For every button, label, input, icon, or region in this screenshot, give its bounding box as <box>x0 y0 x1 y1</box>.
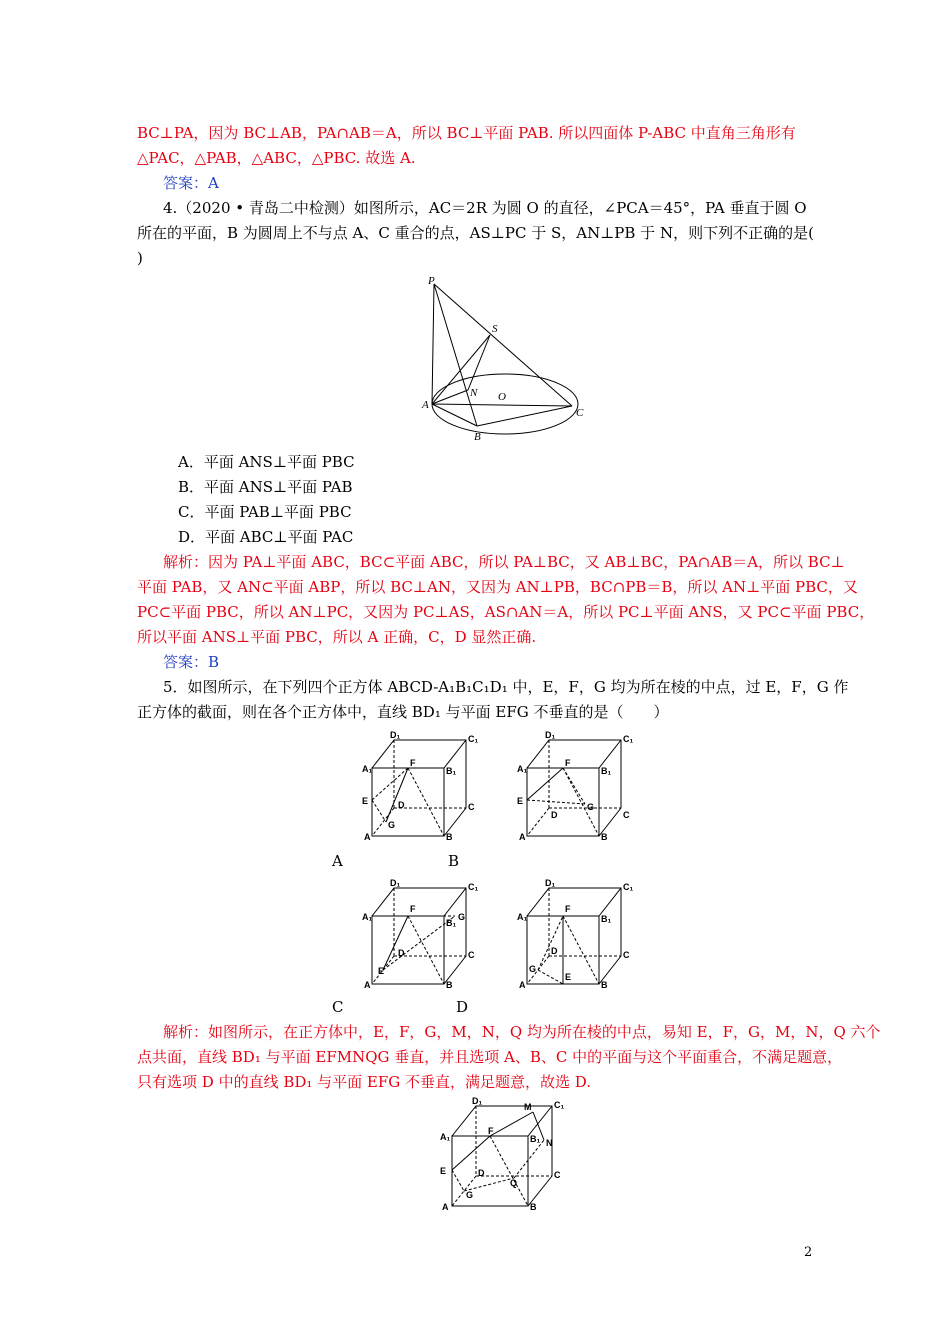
cube-d-label-g: G <box>529 964 537 974</box>
solution-cube-label-b: B <box>530 1202 537 1212</box>
cube-c-label-d: D <box>398 948 405 958</box>
q4-solution-line-2: 平面 PAB，又 AN⊂平面 ABP，所以 BC⊥AN，又因为 AN⊥PB，BC∩PB＝B，所以 AN⊥平面 PBC，又 <box>137 578 858 596</box>
cube-c-label-c1: C₁ <box>468 882 479 892</box>
q4-option-a: A．平面 ANS⊥平面 PBC <box>178 453 355 471</box>
q4-label-s: S <box>492 323 498 335</box>
cube-c-label-b: B <box>446 980 453 990</box>
cube-d-label-d: D <box>551 946 558 956</box>
q4-label-p: P <box>428 275 435 287</box>
solution-cube-label-d1: D₁ <box>472 1096 483 1106</box>
cube-c-label-f: F <box>410 904 416 914</box>
q5-solution-line-1: 解析：如图所示，在正方体中，E，F，G，M，N，Q 均为所在棱的中点，易知 E，F，G，M，N，Q 六个 <box>163 1023 881 1041</box>
cube-d-label-d1: D₁ <box>545 878 556 888</box>
q5-cube-figure-b <box>515 728 635 843</box>
solution-cube-label-f: F <box>488 1126 494 1136</box>
cube-a-label-f: F <box>410 758 416 768</box>
cube-c-label-a: A <box>364 980 371 990</box>
cube-b-label-a: A <box>519 832 526 842</box>
q5-solution-line-2: 点共面，直线 BD₁ 与平面 EFMNQG 垂直，并且选项 A、B、C 中的平面与这个平面重合，不满足题意， <box>137 1048 843 1066</box>
cube-c-label-c: C <box>468 950 475 960</box>
q4-label-o: O <box>498 391 506 403</box>
q5-caption-c: C <box>332 998 344 1016</box>
solution-cube-label-e: E <box>440 1166 447 1176</box>
q5-cube-figure-a <box>360 728 480 843</box>
cube-c-label-a1: A₁ <box>362 912 373 922</box>
cube-d-label-b1: B₁ <box>601 914 612 924</box>
q4-answer: 答案：B <box>163 653 220 671</box>
q5-stem-line-2: 正方体的截面，则在各个正方体中，直线 BD₁ 与平面 EFG 不垂直的是（ ） <box>137 703 669 721</box>
q5-caption-b: B <box>448 852 460 870</box>
q5-cube-figure-d <box>515 876 635 991</box>
solution-cube-label-c1: C₁ <box>554 1100 565 1110</box>
cube-d-label-a1: A₁ <box>517 912 528 922</box>
cube-c-label-b1: B₁ <box>446 918 457 928</box>
q4-option-c: C．平面 PAB⊥平面 PBC <box>178 503 352 521</box>
q4-solution-line-3: PC⊂平面 PBC，所以 AN⊥PC，又因为 PC⊥AS，AS∩AN＝A，所以 PC⊥平面 ANS，又 PC⊂平面 PBC， <box>137 603 875 621</box>
cube-d-label-c: C <box>623 950 630 960</box>
q5-cube-figure-c <box>360 876 480 991</box>
cube-b-label-c1: C₁ <box>623 734 634 744</box>
solution-cube-label-g: G <box>466 1190 474 1200</box>
cube-d-label-b: B <box>601 980 608 990</box>
cube-a-label-e: E <box>362 796 369 806</box>
prev-solution-line-1: BC⊥PA，因为 BC⊥AB，PA∩AB＝A，所以 BC⊥平面 PAB. 所以四面体 P-ABC 中直角三角形有 <box>137 124 796 142</box>
q4-solution-line-4: 所以平面 ANS⊥平面 PBC，所以 A 正确，C，D 显然正确. <box>137 628 537 646</box>
solution-cube-label-a1: A₁ <box>440 1132 451 1142</box>
cube-d-label-e: E <box>565 972 572 982</box>
q5-solution-cube-figure <box>438 1094 568 1212</box>
prev-solution-line-2: △PAC，△PAB，△ABC，△PBC. 故选 A. <box>137 149 416 167</box>
cube-b-label-a1: A₁ <box>517 764 528 774</box>
cube-a-label-d: D <box>398 800 405 810</box>
cube-c-label-g: G <box>458 912 466 922</box>
q4-option-d: D．平面 ABC⊥平面 PAC <box>178 528 354 546</box>
q4-label-c: C <box>576 407 584 419</box>
page-number: 2 <box>804 1245 813 1260</box>
cube-b-label-f: F <box>565 758 571 768</box>
cube-a-label-a1: A₁ <box>362 764 373 774</box>
q4-label-n: N <box>470 387 478 399</box>
solution-cube-label-d: D <box>478 1168 485 1178</box>
cube-b-label-d1: D₁ <box>545 730 556 740</box>
solution-cube-label-n: N <box>546 1138 553 1148</box>
q5-stem-line-1: 5．如图所示，在下列四个正方体 ABCD-A₁B₁C₁D₁ 中，E，F，G 均为所在棱的中点，过 E，F，G 作 <box>163 678 849 696</box>
prev-answer: 答案：A <box>163 174 219 192</box>
cube-c-label-d1: D₁ <box>390 878 401 888</box>
q4-stem-line-1: 4.（2020 • 青岛二中检测）如图所示，AC＝2R 为圆 O 的直径，∠PCA＝45°，PA 垂直于圆 O <box>163 199 807 217</box>
cube-d-label-c1: C₁ <box>623 882 634 892</box>
cube-d-label-a: A <box>519 980 526 990</box>
cube-a-label-d1: D₁ <box>390 730 401 740</box>
q4-stem-line-3: ) <box>137 249 143 267</box>
q4-stem-line-2: 所在的平面，B 为圆周上不与点 A、C 重合的点，AS⊥PC 于 S，AN⊥PB 于 N，则下列不正确的是( <box>137 224 814 242</box>
cube-d-label-f: F <box>565 904 571 914</box>
cube-b-label-b: B <box>601 832 608 842</box>
q4-label-a: A <box>422 399 429 411</box>
solution-cube-label-b1: B₁ <box>530 1134 541 1144</box>
solution-cube-label-c: C <box>554 1170 561 1180</box>
q4-label-b: B <box>474 431 481 443</box>
cube-b-label-c: C <box>623 810 630 820</box>
q4-figure <box>420 272 600 447</box>
cube-b-label-g: G <box>587 802 595 812</box>
q5-caption-d: D <box>456 998 469 1016</box>
solution-cube-label-a: A <box>442 1202 449 1212</box>
cube-b-label-e: E <box>517 796 524 806</box>
q4-option-b: B．平面 ANS⊥平面 PAB <box>178 478 353 496</box>
cube-a-label-g: G <box>388 820 396 830</box>
cube-b-label-d: D <box>551 810 558 820</box>
solution-cube-label-m: M <box>524 1102 532 1112</box>
cube-b-label-b1: B₁ <box>601 766 612 776</box>
q4-solution-line-1: 解析：因为 PA⊥平面 ABC，BC⊂平面 ABC，所以 PA⊥BC，又 AB⊥BC，PA∩AB＝A，所以 BC⊥ <box>163 553 845 571</box>
solution-cube-label-q: Q <box>510 1178 518 1188</box>
cube-a-label-a: A <box>364 832 371 842</box>
q5-solution-line-3: 只有选项 D 中的直线 BD₁ 与平面 EFG 不垂直，满足题意，故选 D. <box>137 1073 592 1091</box>
cube-a-label-c: C <box>468 802 475 812</box>
cube-c-label-e: E <box>378 966 385 976</box>
cube-a-label-b1: B₁ <box>446 766 457 776</box>
cube-a-label-b: B <box>446 832 453 842</box>
q5-caption-a: A <box>332 852 343 870</box>
cube-a-label-c1: C₁ <box>468 734 479 744</box>
